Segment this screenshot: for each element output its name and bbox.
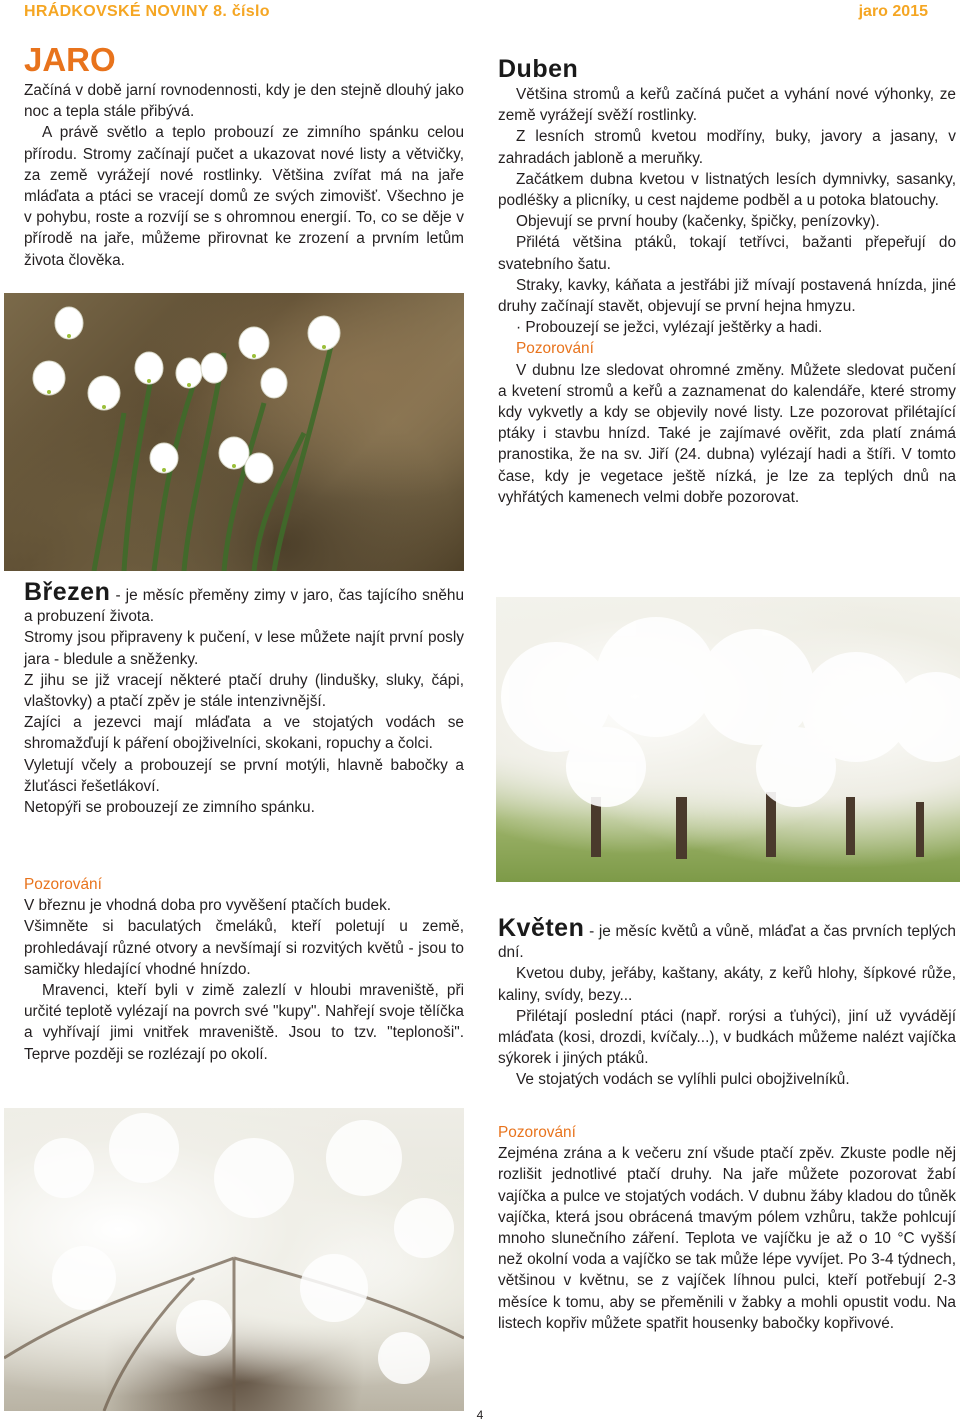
orchard-blossom-photo (496, 597, 960, 882)
kveten-observation-label: Pozorování (498, 1124, 576, 1141)
brezen-observation-label: Pozorování (24, 876, 102, 893)
jaro-section (24, 42, 464, 271)
brezen-paragraph: Stromy jsou připraveny k pučení, v lese můžete najít první posly jara - bledule a sněženky. (24, 629, 464, 668)
kveten-title: Květen (498, 914, 585, 942)
issue-season: jaro 2015 (858, 3, 928, 20)
kveten-observation-paragraph: Zejména zrána a k večeru zní všude ptačí zpěv. Zkuste podle něj rozlišit jednotlivé ptačí druhy. Na jaře můžete pozorovat žabí vajíčka a pulce ve stojatých vodách. V dubnu žáby kladou do tůněk vajíčka, která jsou obrácená tmavým pólem vzhůru, takže pohlcují mnoho slunečního záření. Teplota ve vajíčku je až o 10 °C vyšší než okolní voda a vajíčko se tak může lépe vyvíjet. Po 3-4 týdnech, většinou v květnu, se z vajíček líhnou pulci, kteří potřebují 2-3 měsíce k tomu, aby se přeměnili v žabky a mohli opustit vodu. Na listech kopřiv můžete spatřit housenky babočky kopřivové. (498, 1145, 956, 1332)
kveten-observation-section (498, 1122, 956, 1334)
snowflake-flowers-photo (4, 293, 464, 571)
kveten-paragraph: Přilétají poslední ptáci (např. rorýsi a ťuhýci), jiní už vyvádějí mláďata (kosi, drozdi, kvíčaly...), v budkách můžeme nalézt vajíčka sýkorek i jiných ptáků. (498, 1007, 956, 1068)
brezen-intro: - je měsíc přeměny zimy v jaro, čas tajícího sněhu a probuzení života. (24, 587, 464, 626)
duben-observation-label: Pozorování (516, 340, 594, 358)
duben-paragraph: Začátkem dubna kvetou v listnatých lesích dymnivky, sasanky, podléšky a plicníky, u cest najdeme podběl a u potoka blatouchy. (498, 170, 956, 210)
brezen-observation-paragraph: Všimněte si baculatých čmeláků, kteří poletují u země, prohledávají různé otvory a nevšímají si rozvitých květů - jsou to samičky hledající vhodné hnízdo. (24, 918, 464, 978)
blossoming-tree-photo (4, 1108, 464, 1411)
brezen-paragraph: Zajíci a jezevci mají mláďata a ve stojatých vodách se shromažďují k páření obojživelníci, skokani, ropuchy a čolci. (24, 714, 464, 753)
kveten-paragraph: Ve stojatých vodách se vylíhli pulci obojživelníků. (516, 1071, 850, 1089)
jaro-paragraph: Začíná v době jarní rovnodennosti, kdy je den stejně dlouhý jako noc a tepla stále přibývá. (24, 82, 464, 121)
duben-paragraph: Z lesních stromů kvetou modříny, buky, javory a jasany, v zahradách jabloně a meruňky. (498, 128, 956, 167)
brezen-observation-paragraph: Mravenci, kteří byli v zimě zalezlí v hloubi mraveniště, při určité teplotě vylézají na povrch své "kupy". Nahřejí svoje tělíčka a vyhřívají jimi vnitřek mraveniště. Jsou to tzv. "teplonoši". Teprve později se rozlézají po okolí. (24, 982, 464, 1063)
page-number: 4 (476, 1408, 484, 1422)
jaro-paragraph: A právě světlo a teplo probouzí ze zimního spánku celou přírodu. Stromy začínají pučet a ukazovat nové listy a větvičky, za země vyrážejí nové rostlinky. Většina zvířat má na jaře mláďata a ptáci se vracejí domů ze svých zimovišť. Všechno je v pohybu, roste a rozvíjí se s ohromnou energií. To, co se děje v přírodě na jaře, můžeme přirovnat ke zrození a prvním letům života člověka. (24, 124, 464, 269)
duben-observation-paragraph: V dubnu lze sledovat ohromné změny. Můžete sledovat pučení a kvetení stromů a keřů a zaznamenat do kalendáře, které stromy kdy vykvetly a kdy se objevily nové listy. Lze pozorovat přilétající ptáky i stavbu hnízd. Také je zajímavé ověřit, zda platí známá pranostika, že na sv. Jiří (24. dubna) vylézají hadi a štíři. V tomto čase, kdy je vegetace ještě nízká, je lze za teplých dnů na vyhřátých kamenech velmi dobře pozorovat. (498, 361, 956, 506)
duben-section (498, 54, 956, 508)
jaro-title: JARO (24, 41, 116, 78)
brezen-paragraph: Netopýři se probouzejí ze zimního spánku. (24, 799, 315, 817)
kveten-section (498, 914, 956, 1091)
duben-paragraph: Straky, kavky, káňata a jestřábi již mívají postavená hnízda, jiné druhy začínají stavět, objevují se první hejna hmyzu. (498, 276, 956, 316)
brezen-observation-paragraph: V březnu je vhodná doba pro vyvěšení ptačích budek. (24, 897, 392, 915)
newspaper-title: HRÁDKOVSKÉ NOVINY 8. číslo (24, 3, 270, 20)
kveten-intro: - je měsíc květů a vůně, mláďat a čas prvních teplých dní. (498, 923, 956, 962)
duben-paragraph: Přilétá většina ptáků, tokají tetřívci, bažanti přepeřují do svatebního šatu. (498, 234, 956, 273)
duben-paragraph: Objevují se první houby (kačenky, špičky, penízovky). (516, 213, 880, 231)
blossoming-tree-illustration (4, 1108, 464, 1411)
kveten-paragraph: Kvetou duby, jeřáby, kaštany, akáty, z keřů hlohy, šípkové růže, kaliny, svídy, bezy... (498, 965, 956, 1004)
orchard-blossom-illustration (496, 597, 960, 882)
brezen-section (24, 578, 464, 818)
brezen-paragraph: Z jihu se již vracejí některé ptačí druhy (lindušky, sluky, čápi, vlaštovky) a ptačí zpěv je stále intenzivnější. (24, 671, 464, 711)
brezen-paragraph: Vyletují včely a probouzejí se první motýli, hlavně babočky a žluťásci řešetlákoví. (24, 756, 464, 795)
duben-paragraph: Většina stromů a keřů začíná pučet a vyhání nové výhonky, ze země vyrážejí svěží rostlinky. (498, 86, 956, 125)
duben-title: Duben (498, 55, 579, 83)
snowflake-flowers-illustration (4, 293, 464, 571)
page-header (0, 0, 960, 25)
brezen-title: Březen (24, 578, 111, 606)
brezen-observation-section (24, 874, 464, 1065)
duben-paragraph: · Probouzejí se ježci, vylézají ještěrky a hadi. (516, 319, 823, 337)
